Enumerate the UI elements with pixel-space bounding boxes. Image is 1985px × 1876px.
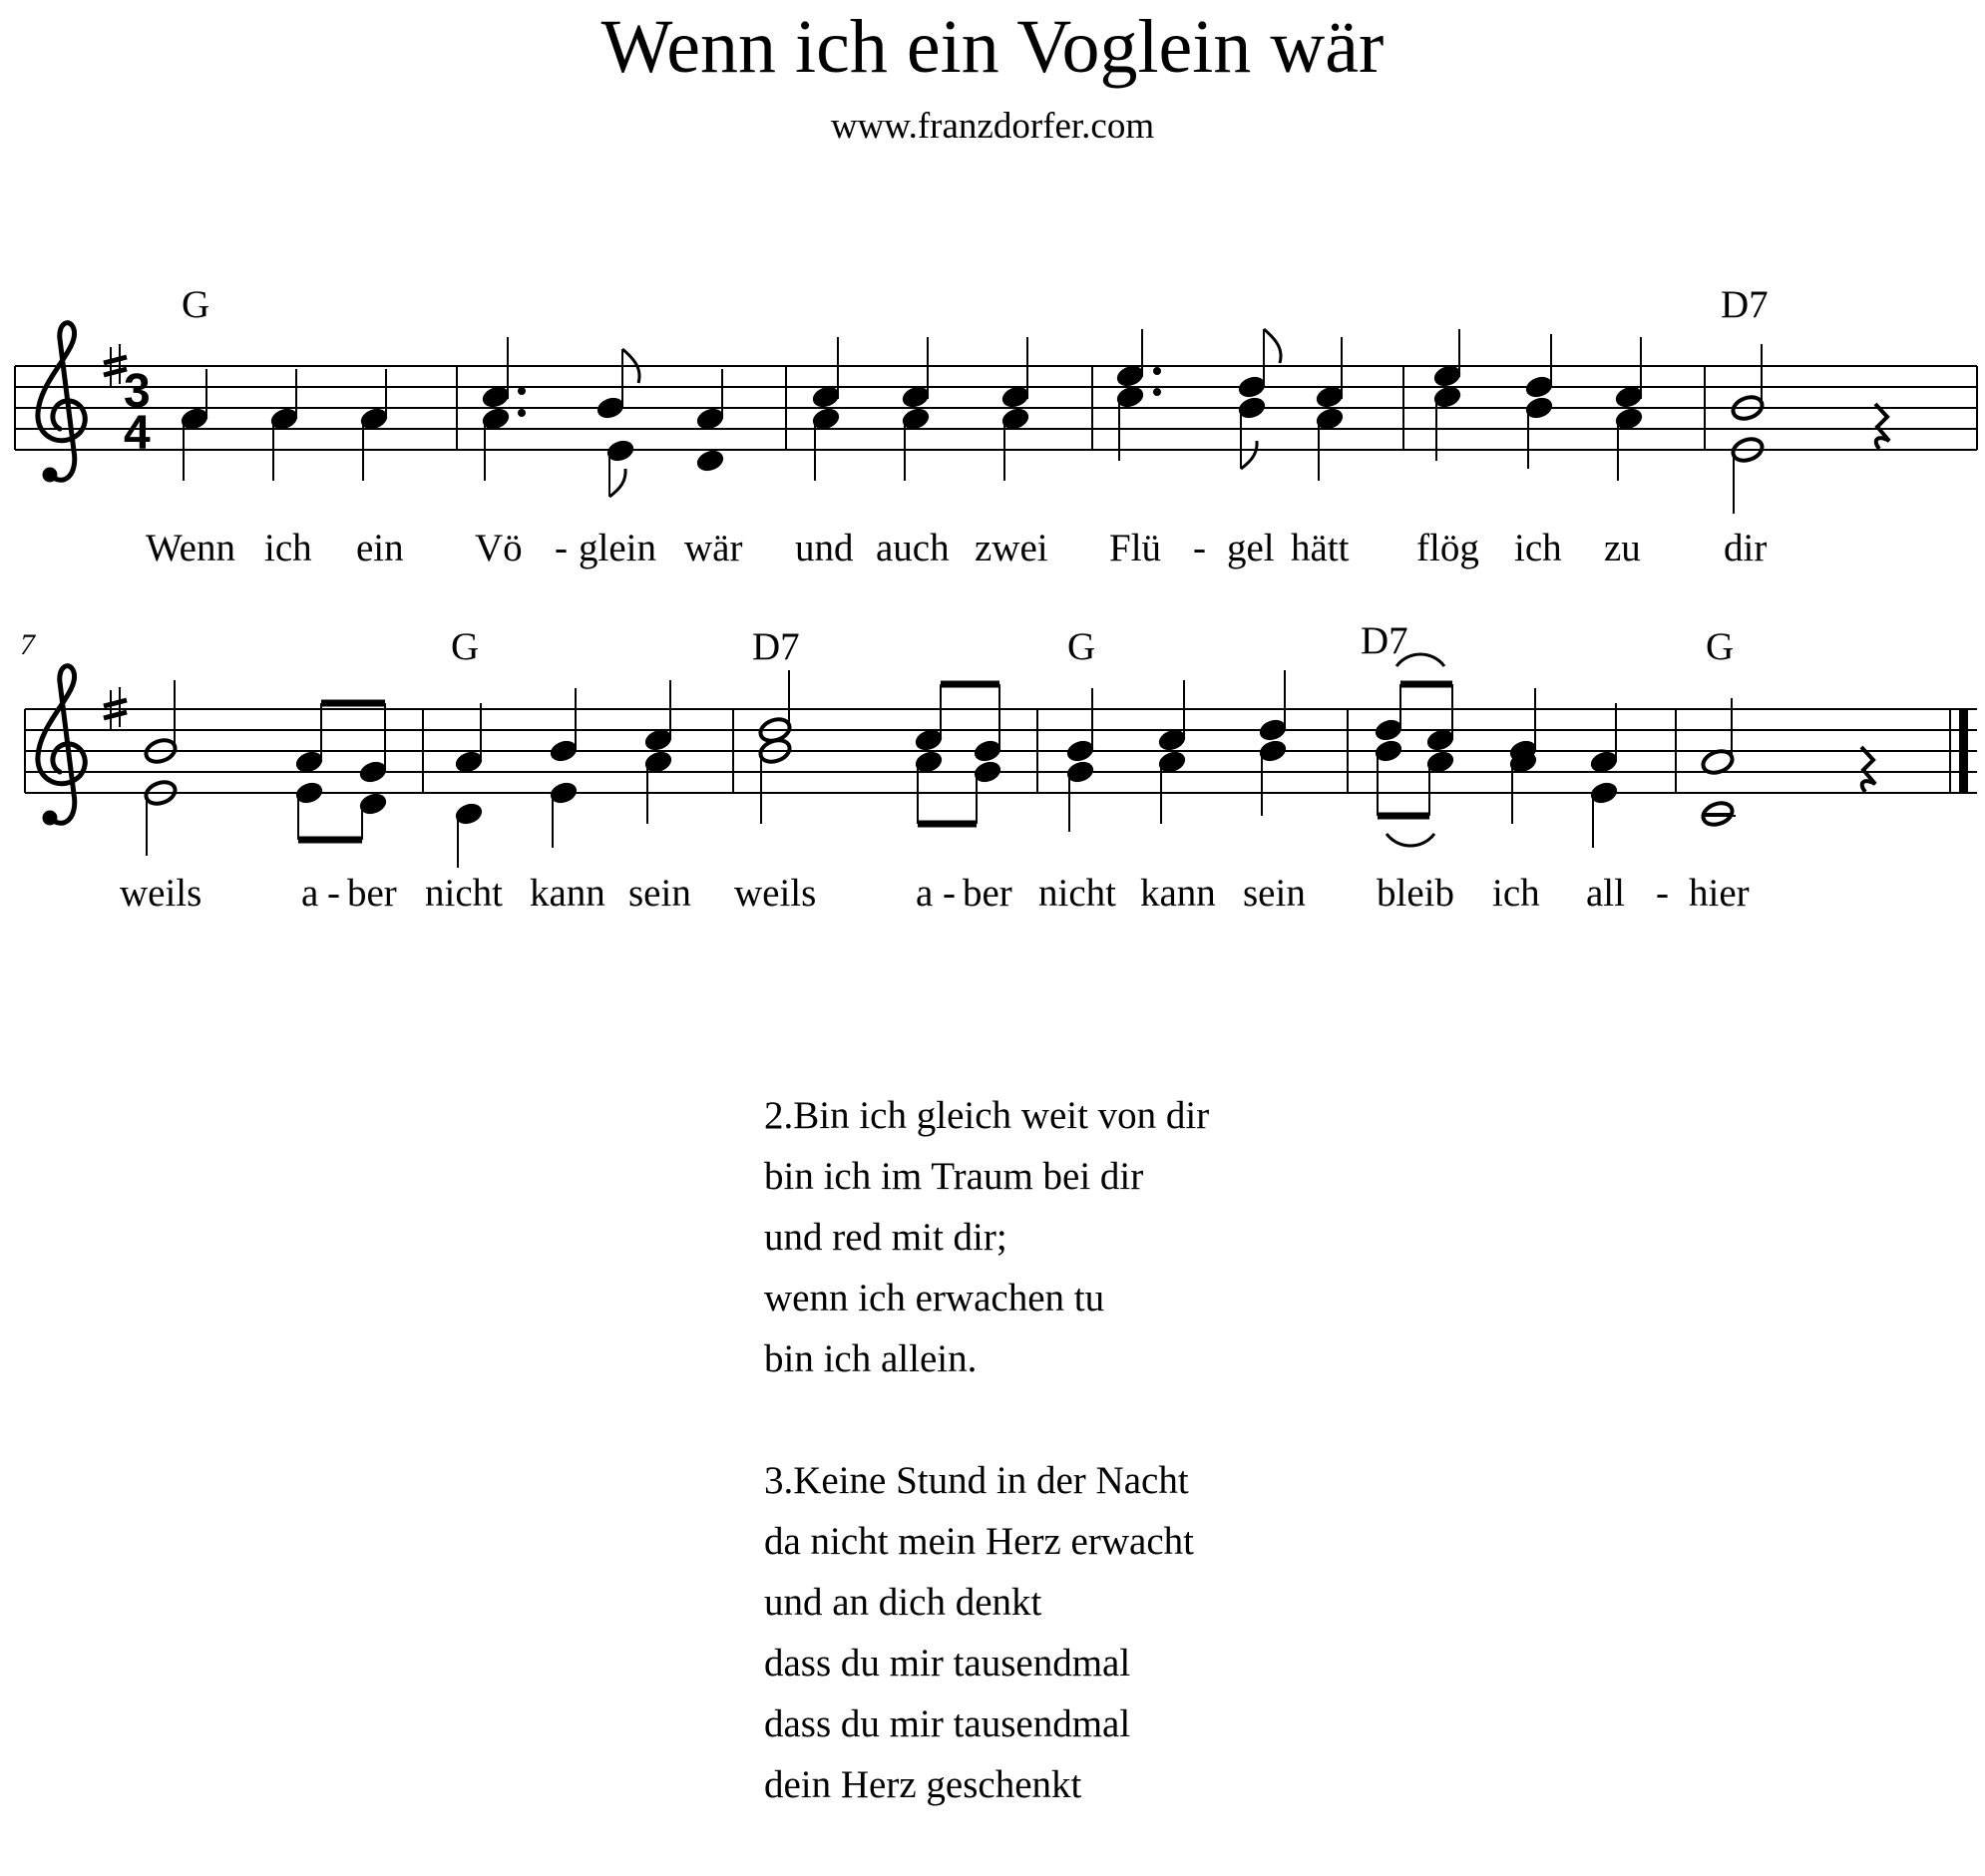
chord-symbol: G — [451, 625, 480, 668]
lyric-syllable: glein — [579, 527, 656, 569]
quarter-rest-icon — [1875, 404, 1889, 449]
lyric-syllable: Vö — [475, 527, 523, 569]
lyric-syllable: nicht — [1038, 872, 1116, 915]
lyric-syllable: ich — [1514, 527, 1562, 569]
lyric-syllable: auch — [876, 527, 950, 569]
lyric-syllable: sein — [1243, 872, 1306, 915]
lyric-syllable: zwei — [975, 527, 1048, 569]
lyric-syllable: gel — [1227, 527, 1275, 569]
chord-symbol: G — [1706, 625, 1735, 668]
measure-9 — [757, 670, 1002, 824]
lyric-syllable: flög — [1416, 527, 1479, 569]
lyric-syllable: dir — [1724, 527, 1768, 569]
measure-12 — [1700, 698, 1875, 829]
verse-line: dass du mir tausendmal — [764, 1702, 1131, 1745]
slur-lower — [1387, 834, 1434, 846]
time-signature-numerator: 3 — [124, 365, 151, 418]
lyric-hyphen: - — [1656, 872, 1669, 915]
chord-symbol: G — [182, 283, 210, 326]
lyric-hyphen: - — [1193, 527, 1206, 569]
lyric-syllable: wär — [684, 527, 743, 569]
verse-line: bin ich allein. — [764, 1337, 978, 1380]
staff-lines — [15, 366, 1977, 450]
verse-line: und red mit dir; — [764, 1216, 1007, 1259]
lyric-syllable: ich — [1492, 872, 1540, 915]
staff-system-2 — [20, 619, 1977, 915]
lyric-syllable: Wenn — [146, 527, 235, 569]
verse-line: dein Herz geschenkt — [764, 1763, 1082, 1806]
lyric-syllable: weils — [734, 872, 817, 915]
staff-lines — [25, 709, 1977, 793]
chord-symbol: D7 — [752, 625, 800, 668]
lyric-syllable: weils — [120, 872, 202, 915]
lyric-syllable: nicht — [425, 872, 503, 915]
lyric-hyphen: - — [943, 872, 956, 915]
additional-verses — [764, 1085, 1209, 1876]
lyric-syllable: ein — [356, 527, 404, 569]
verse-line: da nicht mein Herz erwacht — [764, 1520, 1194, 1563]
verse-2 — [764, 1085, 1209, 1389]
lyric-syllable: hier — [1689, 872, 1750, 915]
quarter-rest-icon — [1861, 747, 1875, 792]
lyric-syllable: a — [916, 872, 934, 915]
lyric-hyphen: - — [555, 527, 568, 569]
lyric-syllable: Flü — [1109, 527, 1162, 569]
lyric-syllable: ich — [264, 527, 312, 569]
lyric-syllable: kann — [1140, 872, 1216, 915]
lyric-syllable: all — [1586, 872, 1625, 915]
verse-line: 2.Bin ich gleich weit von dir — [764, 1094, 1210, 1137]
lyric-syllable: bleib — [1377, 872, 1454, 915]
lyric-syllable: ber — [963, 872, 1012, 915]
treble-clef-icon — [38, 323, 85, 481]
lyric-syllable: sein — [628, 872, 691, 915]
lyric-syllable: a — [301, 872, 319, 915]
lyric-hyphen: - — [327, 872, 340, 915]
treble-clef-icon — [38, 666, 85, 824]
measure-2 — [481, 337, 726, 497]
measure-number: 7 — [20, 628, 35, 661]
lyric-syllable: hätt — [1291, 527, 1350, 569]
time-signature-denominator: 4 — [124, 407, 151, 460]
measure-1 — [180, 369, 390, 481]
verse-line: und an dich denkt — [764, 1581, 1042, 1624]
lyric-syllable: ber — [347, 872, 397, 915]
measure-5 — [1432, 329, 1645, 481]
chord-symbol: G — [1067, 625, 1096, 668]
lyric-syllable: und — [795, 527, 854, 569]
lyric-syllable: zu — [1604, 527, 1641, 569]
verse-3 — [764, 1450, 1209, 1815]
chord-symbol: D7 — [1361, 619, 1408, 662]
measure-4 — [1115, 329, 1346, 481]
verse-line: bin ich im Traum bei dir — [764, 1155, 1144, 1198]
verse-line: wenn ich erwachen tu — [764, 1277, 1105, 1319]
lyric-syllable: kann — [530, 872, 605, 915]
chord-symbol: D7 — [1721, 283, 1769, 326]
verse-line: 3.Keine Stund in der Nacht — [764, 1459, 1189, 1502]
lyrics-line-2 — [120, 872, 1750, 915]
verse-line: dass du mir tausendmal — [764, 1642, 1131, 1685]
lyrics-line-1 — [146, 527, 1767, 569]
final-barline — [1959, 709, 1968, 793]
measure-7 — [143, 680, 388, 856]
website-url: www.franzdorfer.com — [830, 106, 1155, 147]
song-title: Wenn ich ein Voglein wär — [600, 5, 1385, 89]
staff-system-1 — [15, 283, 1977, 569]
